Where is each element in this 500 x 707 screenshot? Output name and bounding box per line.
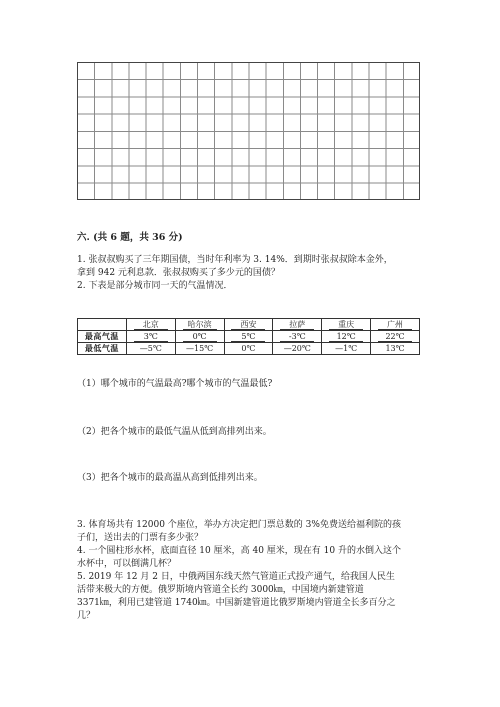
table-cell: —15℃: [175, 343, 224, 355]
table-cell: 3℃: [126, 331, 175, 343]
table-cell: —5℃: [126, 343, 175, 355]
table-cell: 12℃: [322, 331, 371, 343]
table-row: [78, 343, 420, 355]
question-5-line-3: 3371㎞，利用已建管道 1740㎞。中国新建管道比俄罗斯境内管道全长多百分之: [77, 598, 396, 608]
question-3-line-1: 3. 体育场共有 12000 个座位，举办方决定把门票总数的 3%免费送给福利院的孩: [77, 520, 401, 530]
table-cell: —20℃: [273, 343, 322, 355]
section-heading: 六. (共 6 题，共 36 分): [77, 232, 183, 243]
table-cell: 0℃: [224, 343, 273, 355]
column-header: 重庆: [322, 319, 371, 331]
table-header-row: [78, 319, 420, 331]
row-label: 最低气温: [78, 343, 127, 355]
table-cell: -3℃: [273, 331, 322, 343]
column-header: 广州: [371, 319, 420, 331]
question-2-sub-1: （1）哪个城市的气温最高?哪个城市的气温最低?: [77, 379, 273, 389]
answer-grid: [77, 62, 420, 200]
question-5-line-2: 活带来极大的方便。俄罗斯境内管道全长约 3000㎞，中国境内新建管道: [77, 585, 364, 595]
table-corner-cell: [78, 319, 127, 331]
column-header: 哈尔滨: [175, 319, 224, 331]
question-2-sub-2: （2）把各个城市的最低气温从低到高排列出来。: [77, 427, 272, 437]
column-header: 西安: [224, 319, 273, 331]
question-1-line-2: 拿到 942 元利息款．张叔叔购买了多少元的国债？: [77, 268, 280, 278]
temperature-table: [77, 318, 420, 355]
table-cell: 5℃: [224, 331, 273, 343]
table-cell: 13℃: [371, 343, 420, 355]
column-header: 拉萨: [273, 319, 322, 331]
row-label: 最高气温: [78, 331, 127, 343]
table-cell: 0℃: [175, 331, 224, 343]
column-header: 北京: [126, 319, 175, 331]
table-row: [78, 331, 420, 343]
table-cell: 22℃: [371, 331, 420, 343]
question-4-line-2: 水杯中，可以倒满几杯？: [77, 559, 177, 569]
question-4-line-1: 4. 一个圆柱形水杯，底面直径 10 厘米，高 40 厘米，现在有 10 升的水倒入这个: [77, 546, 401, 556]
question-2-intro: 2. 下表是部分城市同一天的气温情况．: [77, 281, 233, 291]
question-5-line-1: 5. 2019 年 12 月 2 日，中俄两国东线天然气管道正式投产通气，给我国人民生: [77, 572, 395, 582]
question-5-line-4: 几？: [77, 611, 96, 621]
question-1-line-1: 1. 张叔叔购买了三年期国债，当时年利率为 3. 14%．到期时张叔叔除本金外，: [77, 255, 393, 265]
question-3-line-2: 子们，送出去的门票有多少张？: [77, 533, 204, 543]
table-cell: —1℃: [322, 343, 371, 355]
question-2-sub-3: （3）把各个城市的最高温从高到低排列出来。: [77, 473, 263, 483]
